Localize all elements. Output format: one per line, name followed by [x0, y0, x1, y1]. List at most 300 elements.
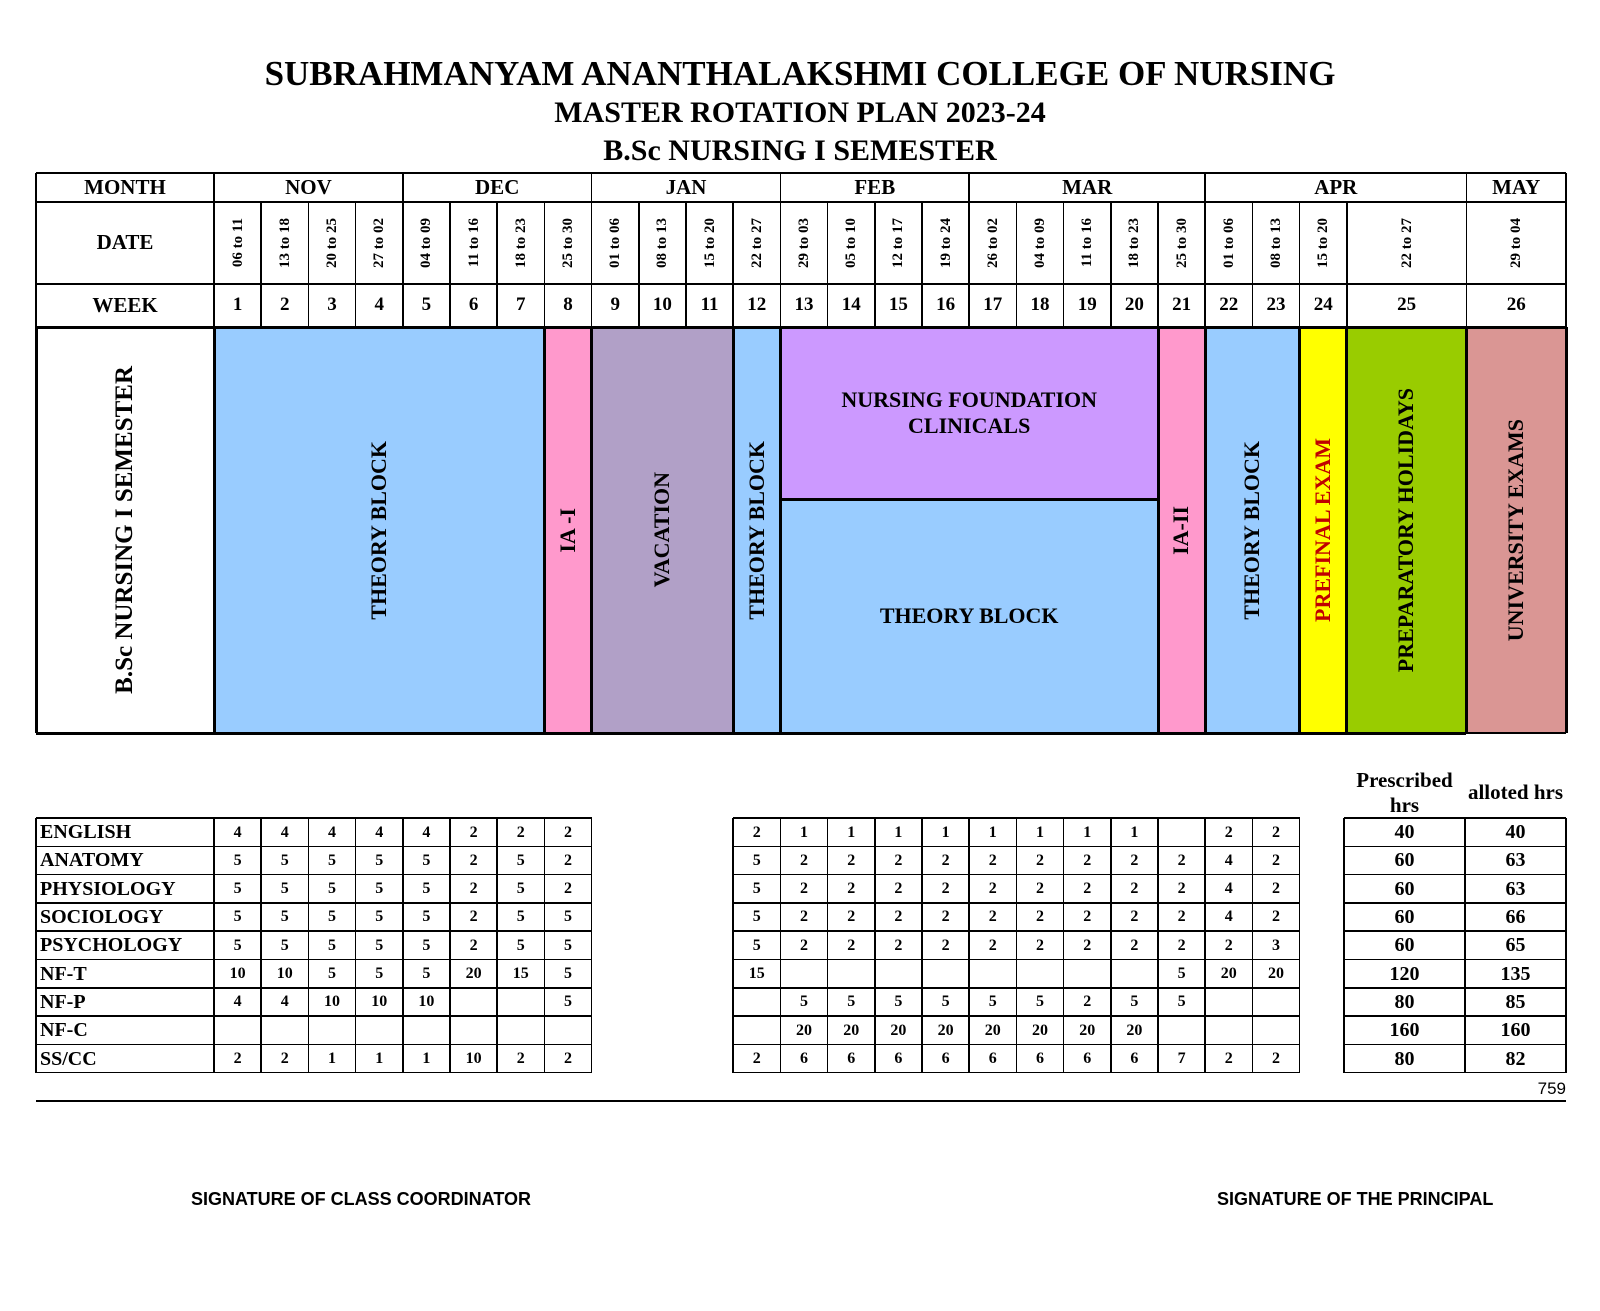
hours-cell: 1: [375, 1049, 384, 1067]
grid-line: [36, 874, 592, 876]
hours-cell: 6: [894, 1049, 903, 1067]
hours-cell: [261, 1016, 308, 1044]
block-border: [1345, 327, 1348, 733]
week-number: 7: [516, 294, 526, 316]
date-range: 19 to 24: [937, 218, 954, 268]
hours-cell: 2: [1271, 1049, 1280, 1067]
grid-line: [36, 846, 592, 848]
date-cell: [308, 202, 355, 284]
prescribed-hrs: 80: [1394, 990, 1415, 1013]
hours-cell: [733, 1016, 780, 1044]
block-border: [590, 327, 593, 733]
hours-cell: 5: [280, 936, 289, 954]
month-may: MAY: [1492, 174, 1541, 199]
block-split-border: [780, 498, 1158, 501]
hours-cell: 2: [894, 851, 903, 869]
subject-name: ANATOMY: [40, 849, 144, 872]
hours-cell: 2: [1035, 936, 1044, 954]
block-border: [543, 327, 546, 733]
hours-cell: 20: [984, 1021, 1001, 1039]
month-feb: FEB: [854, 174, 896, 199]
hours-cell: 5: [233, 936, 242, 954]
hours-cell: [639, 1016, 686, 1044]
alloted-hrs: 160: [1500, 1019, 1531, 1042]
hours-cell: 20: [1220, 965, 1237, 983]
hours-cell: 10: [323, 993, 340, 1011]
grid-line: [780, 202, 782, 327]
date-cell: [1347, 202, 1467, 284]
subject-name: SOCIOLOGY: [40, 906, 164, 929]
hours-cell: [308, 1016, 355, 1044]
hours-cell: 2: [469, 908, 478, 926]
hours-cell: 5: [375, 908, 384, 926]
hours-cell: 1: [799, 823, 808, 841]
hours-cell: 5: [941, 993, 950, 1011]
hours-cell: 1: [1035, 823, 1044, 841]
grid-line: [36, 283, 1566, 285]
hours-cell: 4: [280, 823, 289, 841]
grid-line: [874, 202, 876, 327]
date-range: 29 to 03: [795, 218, 812, 268]
college-name: SUBRAHMANYAM ANANTHALAKSHMI COLLEGE OF NURSING: [264, 54, 1336, 93]
hours-cell: 4: [1224, 880, 1233, 898]
week-number: 20: [1124, 294, 1144, 316]
hours-cell: [214, 1016, 261, 1044]
hours-cell: 10: [276, 965, 293, 983]
hours-cell: 2: [894, 936, 903, 954]
grid-line: [308, 818, 310, 1073]
hours-cell: 5: [375, 965, 384, 983]
hours-cell: 5: [563, 993, 572, 1011]
block-border: [1465, 327, 1468, 733]
grid-line: [260, 202, 262, 327]
date-range: 13 to 18: [276, 218, 293, 268]
hours-cell: [686, 846, 733, 874]
hours-cell: 5: [422, 851, 431, 869]
plan-row-bottom-border: [36, 732, 1466, 735]
hours-cell: 5: [752, 908, 761, 926]
hours-cell: 4: [233, 993, 242, 1011]
date-range: 04 to 09: [1031, 218, 1048, 268]
hours-cell: 2: [799, 880, 808, 898]
week-number: 17: [983, 294, 1003, 316]
hours-cell: 2: [847, 936, 856, 954]
hours-cell: 5: [1035, 993, 1044, 1011]
grid-line: [36, 1072, 592, 1074]
plan-row-label-border: [213, 327, 216, 733]
hours-cell: [828, 960, 875, 988]
hours-cell: 2: [1035, 908, 1044, 926]
week-number: 5: [421, 294, 432, 316]
month-mar: MAR: [1062, 174, 1113, 199]
prescribed-hrs: 80: [1394, 1047, 1415, 1070]
date-label: DATE: [96, 230, 154, 255]
grid-line: [1464, 818, 1466, 1073]
date-cell: [828, 202, 875, 284]
hours-cell: 6: [941, 1049, 950, 1067]
grid-line: [1344, 902, 1566, 904]
hours-cell: [639, 988, 686, 1016]
date-cell: [1466, 202, 1566, 284]
hours-cell: 2: [1177, 936, 1186, 954]
week-number: 24: [1313, 294, 1333, 316]
hours-cell: [639, 903, 686, 931]
hours-cell: 2: [941, 880, 950, 898]
month-nov: NOV: [285, 174, 332, 199]
grid-line: [780, 173, 782, 202]
hours-cell: 15: [512, 965, 529, 983]
hours-cell: 5: [752, 851, 761, 869]
block-theory-block: [214, 327, 544, 733]
grid-line: [780, 818, 782, 1073]
prescribed-hrs: 40: [1394, 821, 1415, 844]
date-cell: [1016, 202, 1063, 284]
signature-class-coordinator: SIGNATURE OF CLASS COORDINATOR: [191, 1189, 532, 1209]
grid-line: [1565, 173, 1567, 202]
hours-cell: [922, 960, 969, 988]
week-number: 19: [1077, 294, 1097, 316]
grid-line: [496, 818, 498, 1073]
grid-line: [1343, 818, 1345, 1073]
grid-line: [36, 1044, 592, 1046]
date-cell: [214, 202, 261, 284]
week-number: 9: [610, 294, 620, 316]
grid-line: [36, 959, 592, 961]
hours-cell: [497, 1016, 544, 1044]
hours-cell: 2: [847, 851, 856, 869]
date-cell: [922, 202, 969, 284]
hours-cell: 6: [799, 1049, 808, 1067]
hours-cell: 20: [1126, 1021, 1143, 1039]
hours-cell: 5: [233, 908, 242, 926]
week-number: 4: [374, 294, 384, 316]
hours-cell: 4: [1224, 908, 1233, 926]
hours-cell: 10: [229, 965, 246, 983]
date-cell: [1158, 202, 1205, 284]
week-number: 25: [1397, 294, 1417, 316]
hours-cell: [592, 846, 639, 874]
month-dec: DEC: [475, 174, 520, 199]
week-number: 11: [700, 294, 719, 316]
hours-cell: 10: [465, 1049, 482, 1067]
hours-cell: 5: [280, 908, 289, 926]
hours-cell: 2: [563, 880, 572, 898]
hours-cell: 6: [1083, 1049, 1092, 1067]
alloted-hrs-header: alloted hrs: [1467, 780, 1564, 805]
grid-line: [827, 818, 829, 1073]
hours-cell: 2: [1083, 908, 1092, 926]
block-ia-ii: [1158, 327, 1205, 733]
grid-line: [36, 902, 592, 904]
block-border: [732, 327, 735, 733]
hours-cell: 5: [280, 880, 289, 898]
block-ia-ii-label: IA-II: [1168, 505, 1194, 555]
week-number: 13: [794, 294, 814, 316]
hours-cell: [450, 988, 497, 1016]
prescribed-hrs: 160: [1389, 1019, 1420, 1042]
hours-cell: 2: [894, 908, 903, 926]
date-cell: [969, 202, 1016, 284]
hours-cell: 2: [1035, 880, 1044, 898]
grid-line: [968, 173, 970, 202]
block-border: [1204, 327, 1207, 733]
date-range: 01 to 06: [1220, 218, 1237, 268]
hours-cell: 2: [1177, 880, 1186, 898]
date-range: 01 to 06: [607, 218, 624, 268]
date-range: 25 to 30: [1173, 218, 1190, 268]
hours-cell: 2: [1271, 851, 1280, 869]
hours-cell: [686, 818, 733, 846]
grid-line: [1299, 818, 1301, 1073]
hours-cell: [592, 960, 639, 988]
hours-cell: 5: [894, 993, 903, 1011]
date-range: 22 to 27: [1398, 218, 1415, 268]
hours-cell: 2: [1083, 993, 1092, 1011]
date-cell: [639, 202, 686, 284]
grid-line: [213, 173, 215, 327]
hours-cell: [686, 931, 733, 959]
date-range: 18 to 23: [512, 218, 529, 268]
date-range: 11 to 16: [465, 218, 482, 268]
subject-name: NF-T: [40, 962, 87, 985]
hours-cell: 6: [988, 1049, 997, 1067]
grid-line: [1344, 817, 1566, 819]
subject-name: PHYSIOLOGY: [40, 877, 176, 900]
hours-cell: 5: [1130, 993, 1139, 1011]
grid-line: [402, 202, 404, 327]
grid-line: [402, 818, 404, 1073]
week-number: 10: [652, 294, 672, 316]
hours-cell: [875, 960, 922, 988]
hours-cell: 5: [422, 908, 431, 926]
block-vacation-label: VACATION: [649, 472, 675, 588]
block-nursing-foundation-clinicals: NURSING FOUNDATION CLINICALS: [780, 327, 1158, 499]
hours-cell: [1111, 960, 1158, 988]
grid-line: [1063, 202, 1065, 327]
grid-line: [1157, 818, 1159, 1073]
week-number: 16: [936, 294, 956, 316]
alloted-hrs: 40: [1505, 821, 1526, 844]
hours-cell: 7: [1177, 1049, 1186, 1067]
hours-cell: [592, 931, 639, 959]
hours-cell: 6: [1035, 1049, 1044, 1067]
hours-cell: 3: [1271, 936, 1280, 954]
hours-cell: [686, 875, 733, 903]
alloted-hrs: 135: [1500, 962, 1531, 985]
date-cell: [875, 202, 922, 284]
week-label: WEEK: [92, 292, 158, 317]
grid-line: [1344, 874, 1566, 876]
grid-line: [355, 202, 357, 327]
month-jan: JAN: [665, 174, 707, 199]
hours-cell: 20: [795, 1021, 812, 1039]
week-number: 8: [563, 294, 573, 316]
hours-cell: [1252, 1016, 1299, 1044]
hours-cell: 1: [327, 1049, 336, 1067]
hours-cell: 2: [563, 1049, 572, 1067]
date-cell: [780, 202, 827, 284]
hours-cell: [733, 988, 780, 1016]
block-prefinal-exam: [1300, 327, 1347, 733]
hours-cell: 5: [327, 908, 336, 926]
exam-right-border: [1565, 327, 1567, 733]
alloted-hrs: 63: [1505, 849, 1526, 872]
hours-cell: 20: [937, 1021, 954, 1039]
hours-cell: [780, 960, 827, 988]
hours-cell: 1: [847, 823, 856, 841]
hours-cell: 20: [890, 1021, 907, 1039]
hours-cell: 1: [1083, 823, 1092, 841]
grid-line: [968, 202, 970, 327]
hours-cell: 2: [1224, 823, 1233, 841]
hours-cell: 1: [894, 823, 903, 841]
hours-cell: 4: [280, 993, 289, 1011]
block-theory-block-label: THEORY BLOCK: [366, 440, 391, 620]
hours-cell: 4: [327, 823, 336, 841]
hours-cell: 2: [1177, 908, 1186, 926]
block-prefinal-exam-label: PREFINAL EXAM: [1309, 438, 1335, 622]
hours-cell: 2: [563, 851, 572, 869]
block-university-exams: [1466, 327, 1566, 733]
hours-cell: 2: [1224, 1049, 1233, 1067]
grid-line: [1344, 1072, 1566, 1074]
alloted-hrs: 85: [1505, 990, 1526, 1013]
grid-line: [544, 818, 546, 1073]
hours-cell: 2: [1130, 880, 1139, 898]
grid-line: [1344, 930, 1566, 932]
grid-line: [1346, 202, 1348, 327]
date-cell: [1111, 202, 1158, 284]
hours-cell: 5: [327, 851, 336, 869]
hours-cell: 2: [988, 851, 997, 869]
date-range: 04 to 09: [418, 218, 435, 268]
hours-cell: [544, 1016, 591, 1044]
block-university-exams-label: UNIVERSITY EXAMS: [1502, 418, 1528, 642]
hours-cell: [403, 1016, 450, 1044]
hours-cell: 2: [799, 936, 808, 954]
block-preparatory-holidays: [1347, 327, 1467, 733]
hours-cell: 6: [1130, 1049, 1139, 1067]
date-range: 27 to 02: [371, 218, 388, 268]
hours-cell: 2: [988, 880, 997, 898]
hours-cell: 2: [988, 936, 997, 954]
hours-cell: 2: [847, 908, 856, 926]
date-cell: [261, 202, 308, 284]
date-range: 08 to 13: [1267, 218, 1284, 268]
date-cell: [733, 202, 780, 284]
grid-line: [1204, 173, 1206, 202]
date-cell: [1252, 202, 1299, 284]
hours-cell: 4: [1224, 851, 1233, 869]
grid-line: [1016, 202, 1018, 327]
date-range: 18 to 23: [1126, 218, 1143, 268]
hours-cell: 1: [422, 1049, 431, 1067]
grid-line: [1299, 202, 1301, 327]
hours-cell: [639, 960, 686, 988]
date-range: 08 to 13: [654, 218, 671, 268]
date-range: 25 to 30: [559, 218, 576, 268]
hours-cell: [592, 818, 639, 846]
hours-cell: [1252, 988, 1299, 1016]
hours-cell: [639, 818, 686, 846]
hours-cell: 1: [941, 823, 950, 841]
alloted-hrs: 65: [1505, 934, 1526, 957]
hours-cell: [1205, 988, 1252, 1016]
date-cell: [497, 202, 544, 284]
hours-cell: 2: [516, 823, 525, 841]
grid-line: [1016, 818, 1018, 1073]
hours-cell: 2: [469, 851, 478, 869]
hours-cell: 2: [1083, 880, 1092, 898]
hours-cell: 2: [1130, 851, 1139, 869]
hours-cell: 5: [375, 936, 384, 954]
date-range: 12 to 17: [890, 218, 907, 268]
hours-cell: [1064, 960, 1111, 988]
week-number: 3: [327, 294, 337, 316]
grid-line: [1466, 202, 1468, 327]
grid-line: [1344, 846, 1566, 848]
grid-line: [638, 202, 640, 327]
grid-line: [1565, 818, 1567, 1073]
hours-cell: 2: [941, 936, 950, 954]
block-theory-block: [733, 327, 780, 733]
hours-cell: 6: [847, 1049, 856, 1067]
hours-cell: 5: [233, 880, 242, 898]
hours-cell: 5: [516, 880, 525, 898]
grid-line: [402, 173, 404, 202]
hours-cell: 5: [988, 993, 997, 1011]
grid-line: [496, 202, 498, 327]
week-number: 23: [1266, 294, 1286, 316]
grid-line: [921, 818, 923, 1073]
hours-cell: 5: [1177, 993, 1186, 1011]
grid-line: [921, 202, 923, 327]
hours-cell: 2: [280, 1049, 289, 1067]
date-cell: [403, 202, 450, 284]
plan-row-label-text: B.Sc NURSING I SEMESTER: [111, 366, 138, 694]
hours-cell: 5: [375, 851, 384, 869]
week-number: 2: [280, 294, 290, 316]
signature-principal: SIGNATURE OF THE PRINCIPAL: [1217, 1189, 1494, 1209]
grid-line: [1252, 818, 1254, 1073]
hours-cell: [686, 988, 733, 1016]
grid-line: [1063, 818, 1065, 1073]
hours-cell: [1016, 960, 1063, 988]
hours-cell: 2: [1083, 936, 1092, 954]
grid-line: [35, 173, 37, 327]
subject-name: NF-P: [40, 990, 86, 1013]
hours-cell: [1158, 1016, 1205, 1044]
hours-cell: 5: [327, 880, 336, 898]
grid-line: [36, 817, 592, 819]
hours-cell: 20: [843, 1021, 860, 1039]
hours-cell: 2: [1035, 851, 1044, 869]
hours-cell: 5: [327, 965, 336, 983]
grid-line: [449, 202, 451, 327]
week-number: 12: [747, 294, 767, 316]
grid-line: [308, 202, 310, 327]
subject-name: PSYCHOLOGY: [40, 934, 183, 957]
date-range: 06 to 11: [229, 218, 246, 268]
hours-cell: 2: [847, 880, 856, 898]
date-cell: [544, 202, 591, 284]
grid-line: [213, 818, 215, 1073]
hours-cell: [639, 931, 686, 959]
hours-cell: 5: [752, 936, 761, 954]
hours-cell: 20: [1031, 1021, 1048, 1039]
week-number: 6: [468, 294, 479, 316]
hours-cell: 5: [563, 936, 572, 954]
